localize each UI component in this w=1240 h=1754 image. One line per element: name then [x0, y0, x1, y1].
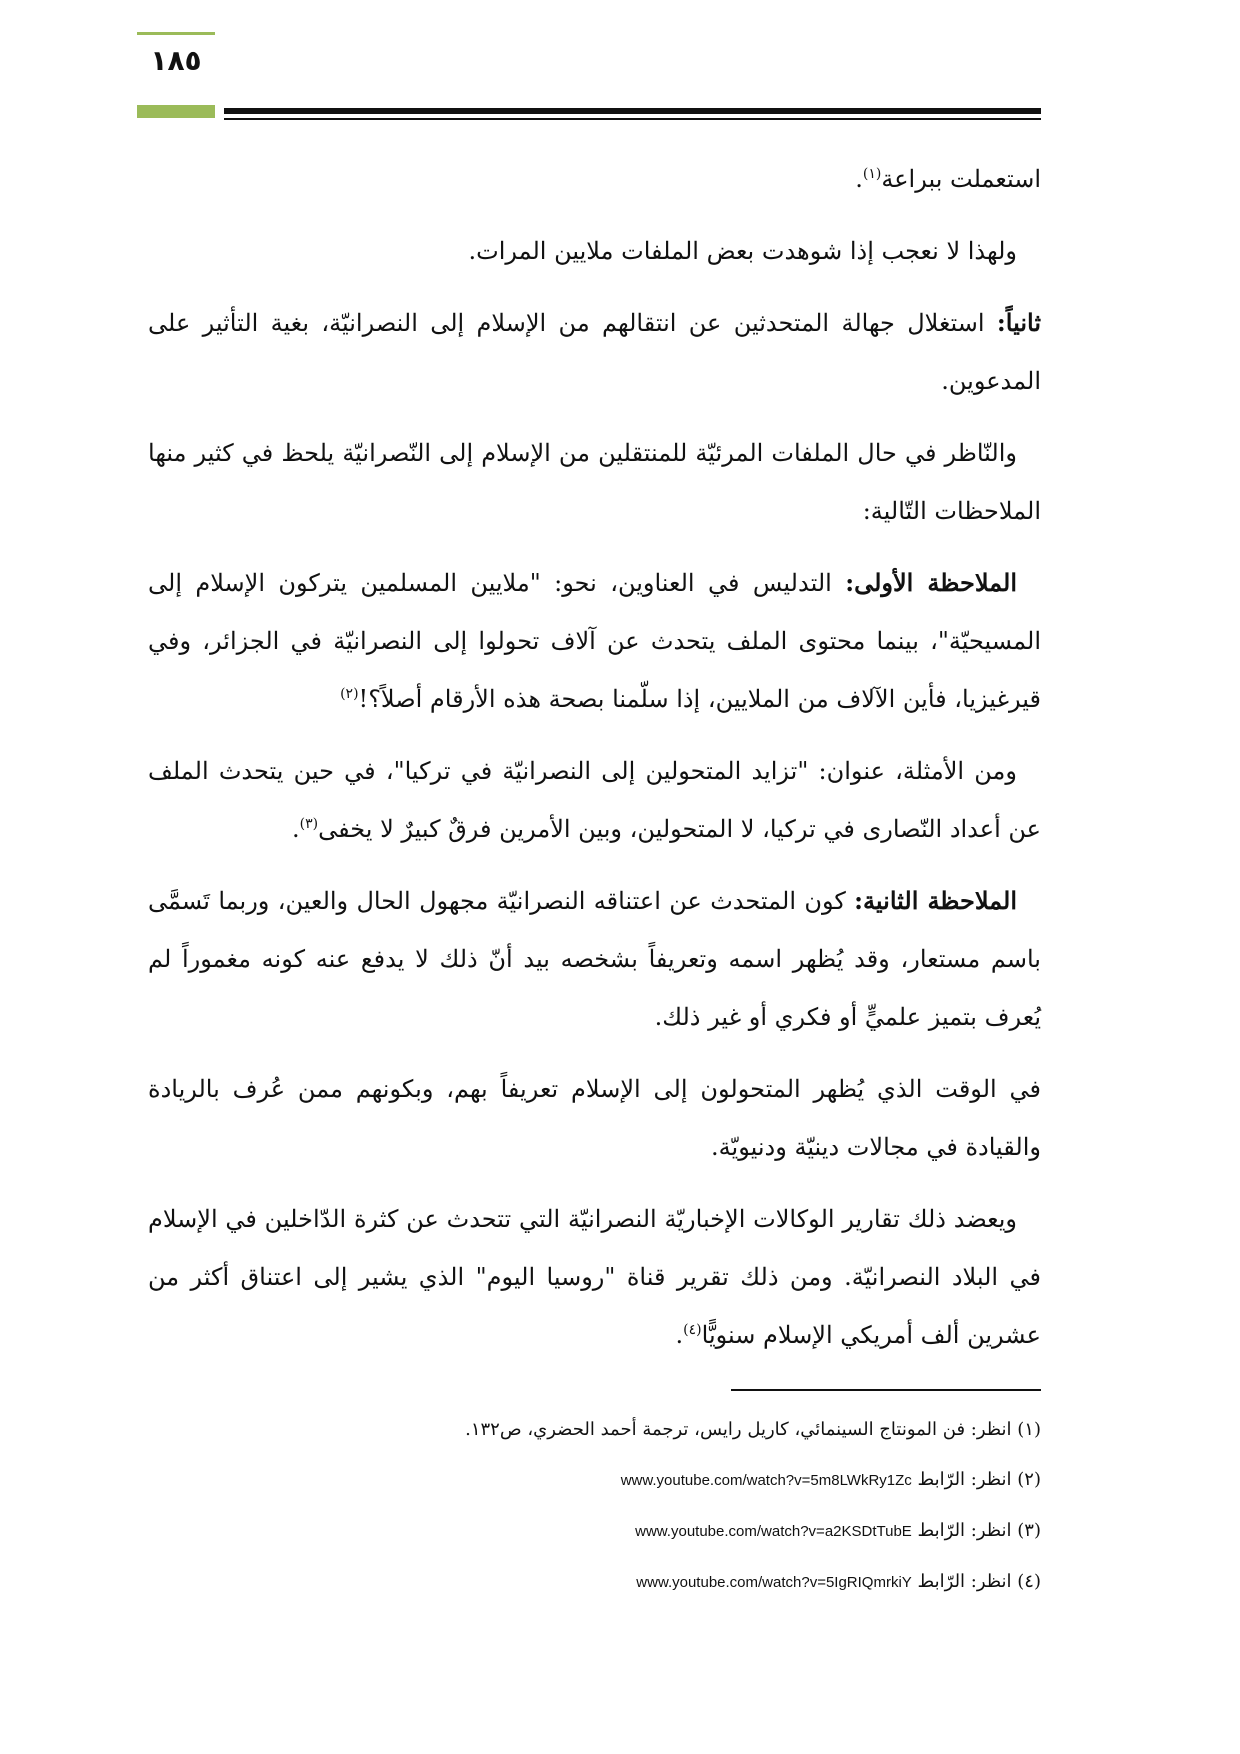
footnote-ref: (١) — [862, 166, 882, 182]
paragraph: في الوقت الذي يُظهر المتحولون إلى الإسلام تعريفاً بهم، وبكونهم ممن عُرف بالريادة والقيادة في مجالات دينيّة ودنيويّة. — [148, 1075, 1041, 1161]
footnote-ref: (٣) — [299, 816, 319, 832]
footnote-separator — [731, 1389, 1041, 1391]
footnote-link[interactable]: www.youtube.com/watch?v=a2KSDtTubE — [635, 1523, 912, 1540]
paragraph: والنّاظر في حال الملفات المرئيّة للمنتقلين من الإسلام إلى النّصرانيّة يلحظ في كثير منها الملاحظات التّالية: — [148, 439, 1041, 525]
header-accent-line — [137, 32, 215, 35]
footnote-link[interactable]: www.youtube.com/watch?v=5m8LWkRy1Zc — [620, 1472, 912, 1489]
paragraph: ويعضد ذلك تقارير الوكالات الإخباريّة النصرانيّة التي تتحدث عن كثرة الدّاخلين في الإسلام في البلاد النصرانيّة. ومن ذلك تقرير قناة "روسيا اليوم" الذي يشير إلى اعتناق أكثر من عشرين ألف أمريكي الإسلام سنويًّا$^{(٤)}$. — [148, 1205, 1041, 1349]
paragraph: الملاحظة الأولى: التدليس في العناوين، نحو: "ملايين المسلمين يتركون الإسلام إلى المسيحيّة"، بينما محتوى الملف يتحدث عن آلاف تحولوا إلى النصرانيّة في الجزائر، وفي قيرغيزيا، فأين الآلاف من الملايين، إذا سلّمنا بصحة هذه الأرقام أصلاً؟!$^{(٢)}$ — [148, 568, 1041, 713]
paragraph: ثانياً: استغلال جهالة المتحدثين عن انتقالهم من الإسلام إلى النصرانيّة، بغية التأثير على المدعوين. — [148, 308, 1041, 395]
page-number: ١٨٥ — [150, 44, 202, 77]
paragraph: ومن الأمثلة، عنوان: "تزايد المتحولين إلى النصرانيّة في تركيا"، في حين يتحدث الملف عن أعداد النّصارى في تركيا، لا المتحولين، وبين الأمرين فرقٌ كبيرٌ لا يخفى$^{(٣)}$. — [148, 757, 1041, 843]
footnote: (٢) انظر: الرّابط www.youtube.com/watch?v=5m8LWkRy1Zc — [620, 1469, 1041, 1490]
paragraph: ولهذا لا نعجب إذا شوهدت بعض الملفات ملايين المرات. — [468, 237, 1017, 265]
header-rule-thick — [224, 108, 1041, 114]
footnote-link[interactable]: www.youtube.com/watch?v=5IgRIQmrkiY — [636, 1574, 912, 1591]
footnote-ref: (٢) — [340, 686, 359, 702]
footnote: (٣) انظر: الرّابط www.youtube.com/watch?v=a2KSDtTubE — [635, 1520, 1041, 1541]
footnotes — [148, 1405, 1041, 1608]
paragraph: الملاحظة الثانية: كون المتحدث عن اعتناقه النصرانيّة مجهول الحال والعين، وربما تَسمَّى باسم مستعار، وقد يُظهر اسمه وتعريفاً بشخصه بيد أنّ ذلك لا يدفع عنه كونه مغموراً لم يُعرف بتميز علميٍّ أو فكري أو غير ذلك. — [148, 886, 1041, 1031]
footnote: (١) انظر: فن المونتاج السينمائي، كاريل رايس، ترجمة أحمد الحضري، ص١٣٢. — [465, 1419, 1041, 1440]
footnote: (٤) انظر: الرّابط www.youtube.com/watch?v=5IgRIQmrkiY — [636, 1571, 1041, 1592]
paragraph: استعملت ببراعة$^{(١)}$. — [855, 165, 1041, 193]
header-rule-thin — [224, 118, 1041, 120]
body-text — [148, 150, 1041, 1378]
header-accent-bar — [137, 105, 215, 118]
paragraph-label: ثانياً: — [996, 308, 1041, 337]
paragraph-label: الملاحظة الثانية: — [854, 886, 1018, 915]
footnote-ref: (٤) — [683, 1322, 702, 1338]
paragraph-label: الملاحظة الأولى: — [845, 568, 1017, 597]
